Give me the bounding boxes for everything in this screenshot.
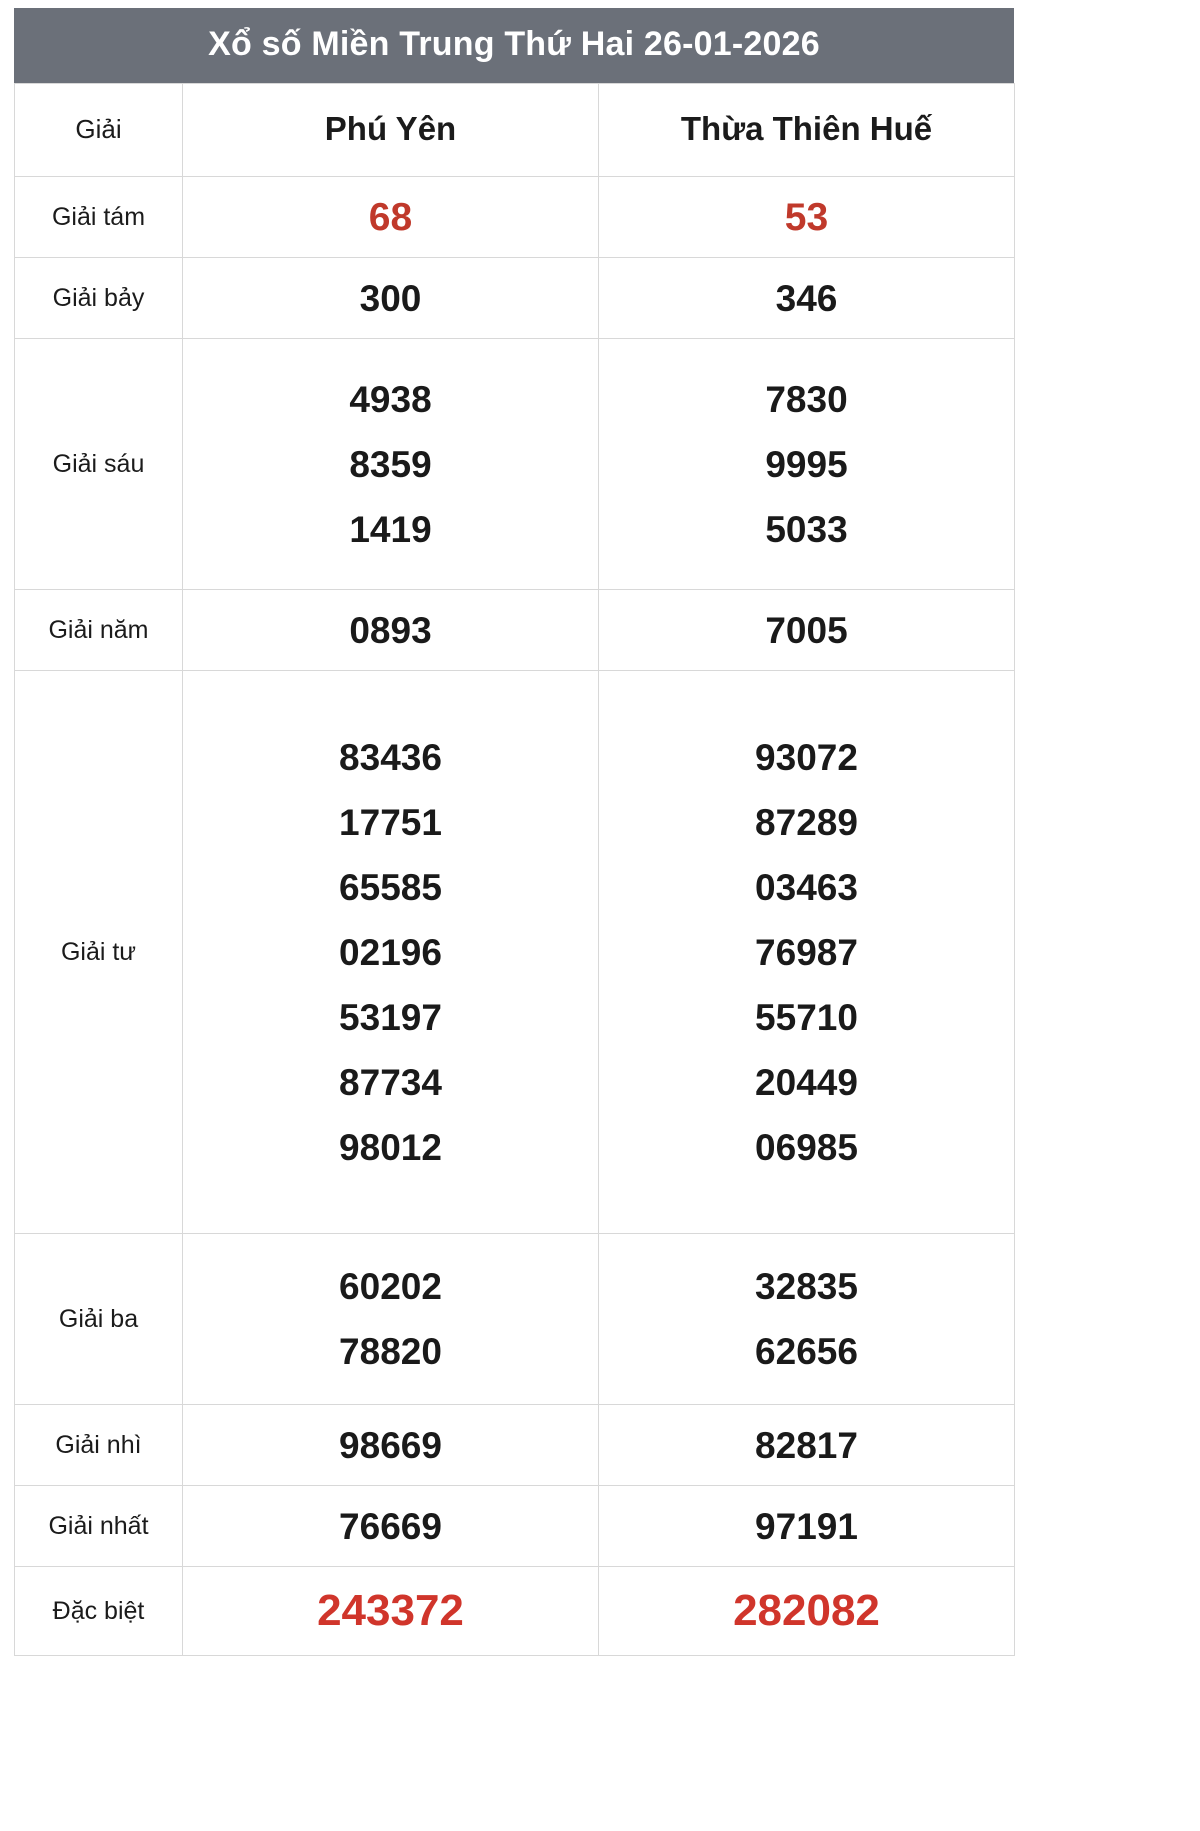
prize-label: Giải năm — [15, 590, 183, 671]
number: 76669 — [339, 1505, 442, 1547]
number: 93072 — [755, 736, 858, 778]
number: 9995 — [765, 443, 848, 485]
number: 17751 — [339, 801, 442, 843]
page-title: Xổ số Miền Trung Thứ Hai 26-01-2026 — [14, 8, 1014, 83]
prize-numbers-phu-yen — [183, 1486, 599, 1567]
prize-numbers-phu-yen — [183, 1567, 599, 1656]
column-header-phu-yen: Phú Yên — [183, 84, 599, 177]
number: 98012 — [339, 1126, 442, 1168]
number: 4938 — [349, 378, 432, 420]
table-row — [15, 1567, 1015, 1656]
number: 68 — [368, 195, 413, 239]
prize-numbers-hue — [599, 590, 1015, 671]
prize-numbers-hue — [599, 1405, 1015, 1486]
number: 76987 — [755, 931, 858, 973]
number: 53 — [784, 195, 829, 239]
number: 32835 — [755, 1266, 858, 1307]
number: 87734 — [339, 1061, 442, 1103]
prize-label: Giải nhì — [15, 1405, 183, 1486]
number: 8359 — [349, 443, 432, 485]
prize-label: Giải tám — [15, 177, 183, 258]
number: 346 — [775, 277, 838, 319]
number: 87289 — [755, 801, 858, 843]
prize-label: Đặc biệt — [15, 1567, 183, 1656]
prize-label: Giải tư — [15, 671, 183, 1234]
lottery-results-table — [14, 83, 1015, 1656]
number: 55710 — [755, 996, 858, 1038]
prize-label: Giải ba — [15, 1234, 183, 1405]
prize-label: Giải bảy — [15, 258, 183, 339]
number: 243372 — [317, 1586, 464, 1635]
number: 62656 — [755, 1331, 858, 1372]
prize-numbers-hue — [599, 177, 1015, 258]
number: 5033 — [765, 508, 848, 550]
number: 83436 — [339, 736, 442, 778]
number: 97191 — [755, 1505, 858, 1547]
prize-numbers-phu-yen — [183, 1234, 599, 1405]
number: 02196 — [339, 931, 442, 973]
prize-numbers-phu-yen — [183, 177, 599, 258]
table-row — [15, 1234, 1015, 1405]
prize-numbers-phu-yen — [183, 339, 599, 590]
table-row — [15, 177, 1015, 258]
prize-label: Giải sáu — [15, 339, 183, 590]
number: 65585 — [339, 866, 442, 908]
number: 0893 — [349, 609, 432, 651]
number: 78820 — [339, 1331, 442, 1372]
table-row — [15, 339, 1015, 590]
column-header-hue: Thừa Thiên Huế — [599, 84, 1015, 177]
number: 98669 — [339, 1424, 442, 1466]
number: 300 — [359, 277, 422, 319]
prize-numbers-phu-yen — [183, 671, 599, 1234]
number: 82817 — [755, 1424, 858, 1466]
number: 1419 — [349, 508, 432, 550]
table-row — [15, 590, 1015, 671]
number: 7830 — [765, 378, 848, 420]
table-header-row — [15, 84, 1015, 177]
table-row — [15, 1405, 1015, 1486]
prize-numbers-hue — [599, 1234, 1015, 1405]
prize-numbers-hue — [599, 1486, 1015, 1567]
column-header-prize: Giải — [15, 84, 183, 177]
table-row — [15, 1486, 1015, 1567]
prize-numbers-hue — [599, 1567, 1015, 1656]
prize-numbers-phu-yen — [183, 1405, 599, 1486]
prize-numbers-hue — [599, 671, 1015, 1234]
number: 20449 — [755, 1061, 858, 1103]
number: 282082 — [733, 1586, 880, 1635]
prize-numbers-hue — [599, 258, 1015, 339]
number: 7005 — [765, 609, 848, 651]
number: 53197 — [339, 996, 442, 1038]
number: 03463 — [755, 866, 858, 908]
number: 06985 — [755, 1126, 858, 1168]
prize-numbers-phu-yen — [183, 258, 599, 339]
number: 60202 — [339, 1266, 442, 1307]
prize-label: Giải nhất — [15, 1486, 183, 1567]
prize-numbers-hue — [599, 339, 1015, 590]
prize-numbers-phu-yen — [183, 590, 599, 671]
result-sheet — [14, 8, 1014, 1656]
table-row — [15, 671, 1015, 1234]
table-row — [15, 258, 1015, 339]
